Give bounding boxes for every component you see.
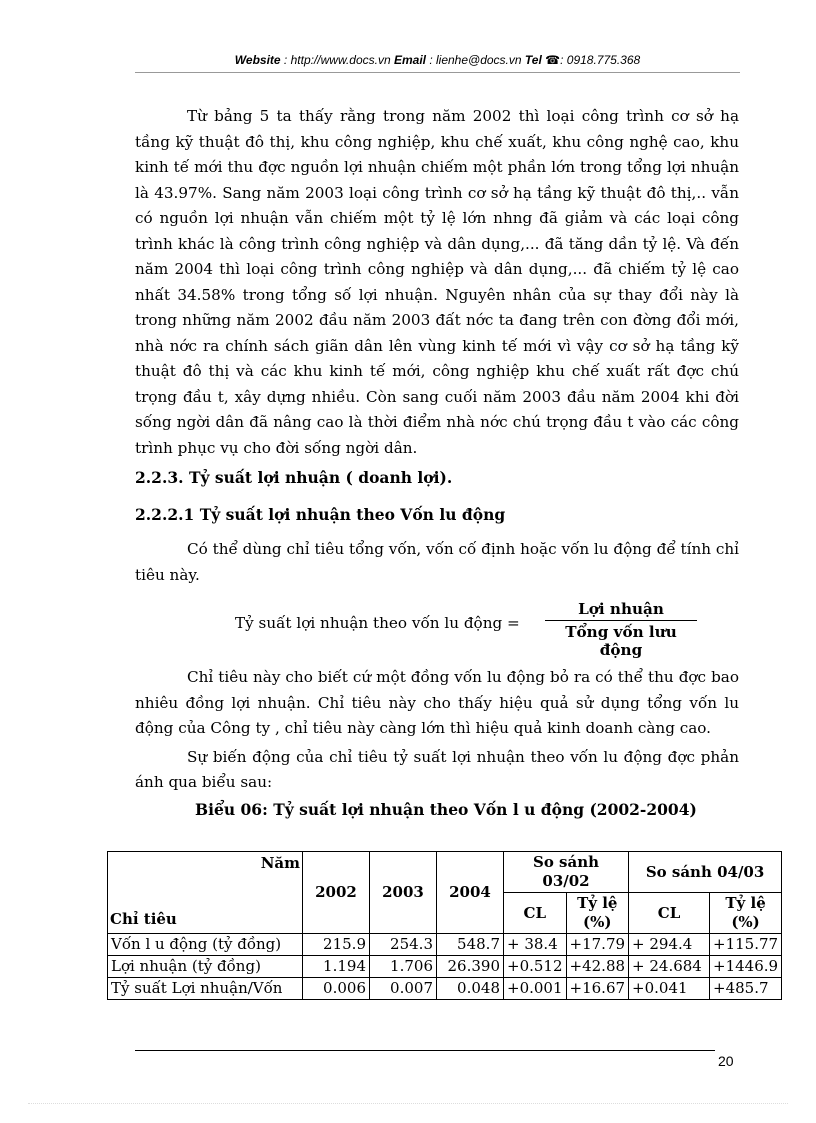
phone-icon: ☎: [545, 53, 561, 67]
profit-ratio-table: [107, 851, 782, 1000]
tel-label: Tel: [524, 53, 542, 67]
paragraph-2: Có thể dùng chỉ tiêu tổng vốn, vốn cố định hoặc vốn lu động để tính chỉ tiêu này.: [135, 540, 739, 584]
paragraph-4: Sự biến động của chỉ tiêu tỷ suất lợi nhuận theo vốn lu động đợc phản ánh qua biểu sau:: [135, 747, 739, 791]
paragraph-1: Từ bảng 5 ta thấy rằng trong năm 2002 thì loại công trình cơ sở hạ tầng kỹ thuật đô thị, khu công nghiệp, khu chế xuất, khu công nghệ cao, khu kinh tế mới thu đợc nguồn lợi nhuận chiếm một phần lớn trong tổng lợi nhuận là 43.97%. Sang năm 2003 loại công trình cơ sở hạ tầng kỹ thuật đô thị,.. vẫn có nguồn lợi nhuận vẫn chiếm một tỷ lệ lớn nhng đã giảm và các loại công trình khác là công trình công nghiệp và dân dụng,... đã tăng dần tỷ lệ. Và đến năm 2004 thì loại công trình công nghiệp và dân dụng,... đã chiếm tỷ lệ cao nhất 34.58% trong tổng số lợi nhuận. Nguyên nhân của sự thay đổi này là trong những năm 2002 đầu năm 2003 đất nớc ta đang trên con đờng đổi mới, nhà nớc ra chính sách giãn dân lên vùng kinh tế mới vì vậy cơ sở hạ tầng kỹ thuật đô thị và các khu kinh tế mới, công nghiệp khu chế xuất rất đợc chú trọng đầu t, xây dựng nhiều. Còn sang cuối năm 2003 đầu năm 2004 khi đời sống ngời dân đã nâng cao là thời điểm nhà nớc chú trọng đầu t vào các công trình phục vụ cho đời sống ngời dân.: [135, 107, 739, 457]
formula: [235, 600, 705, 659]
cell-tyle-0302: +42.88: [566, 956, 629, 978]
year-header: 2003: [370, 852, 437, 934]
page-header: [135, 52, 740, 73]
row-label: Vốn l u động (tỷ đồng): [108, 934, 303, 956]
cell-tyle-0403: +485.7: [710, 978, 782, 1000]
cell-cl-0403: + 294.4: [629, 934, 710, 956]
table-caption: Biểu 06: Tỷ suất lợi nhuận theo Vốn l u động (2002-2004): [195, 800, 697, 819]
cell-cl-0403: +0.041: [629, 978, 710, 1000]
formula-denominator: Tổng vốn lưu động: [565, 623, 677, 659]
website-value: : http://www.docs.vn: [280, 53, 394, 67]
cell-tyle-0302: +16.67: [566, 978, 629, 1000]
cell-cl-0403: + 24.684: [629, 956, 710, 978]
table-row: [108, 934, 782, 956]
row-label: Tỷ suất Lợi nhuận/Vốn: [108, 978, 303, 1000]
table-row: [108, 978, 782, 1000]
footer-rule: [135, 1050, 715, 1051]
year-header: 2004: [437, 852, 504, 934]
corner-cell: [108, 852, 303, 934]
cell-tyle-0403: +115.77: [710, 934, 782, 956]
cell-cl-0302: + 38.4: [504, 934, 567, 956]
heading-2-2-3: 2.2.3. Tỷ suất lợi nhuận ( doanh lợi).: [135, 468, 453, 487]
row-label: Lợi nhuận (tỷ đồng): [108, 956, 303, 978]
table-row: [108, 956, 782, 978]
website-label: Website: [234, 53, 281, 67]
paragraph-3: Chỉ tiêu này cho biết cứ một đồng vốn lu động bỏ ra có thể thu đợc bao nhiêu đồng lợi nhuận. Chỉ tiêu này cho thấy hiệu quả sử dụng tổng vốn lu động của Công ty , chỉ tiêu này càng lớn thì hiệu quả kinh doanh càng cao.: [135, 668, 739, 737]
tyle-header: Tỷ lệ (%): [566, 893, 629, 934]
tyle-header: Tỷ lệ (%): [710, 893, 782, 934]
intro-text-block: [135, 537, 739, 588]
cl-header: CL: [504, 893, 567, 934]
formula-fraction: [545, 600, 697, 659]
year-header: 2002: [303, 852, 370, 934]
compare-0403-header: So sánh 04/03: [629, 852, 782, 893]
cell-cl-0302: +0.001: [504, 978, 567, 1000]
cell-tyle-0302: +17.79: [566, 934, 629, 956]
email-value: : lienhe@docs.vn: [426, 53, 525, 67]
cell-2002: 0.006: [303, 978, 370, 1000]
cell-tyle-0403: +1446.9: [710, 956, 782, 978]
compare-0302-header: So sánh 03/02: [504, 852, 629, 893]
formula-numerator: Lợi nhuận: [578, 600, 664, 618]
table-header-row: [108, 852, 782, 893]
explanation-text-block: [135, 665, 739, 796]
cl-header: CL: [629, 893, 710, 934]
corner-top-label: Năm: [260, 854, 300, 872]
page-number: 20: [718, 1053, 734, 1069]
formula-lhs: Tỷ suất lợi nhuận theo vốn lu động =: [235, 614, 520, 632]
cell-2002: 1.194: [303, 956, 370, 978]
bottom-divider: [28, 1103, 788, 1104]
tel-value: : 0918.775.368: [560, 53, 641, 67]
fraction-bar: [545, 620, 697, 621]
cell-2003: 1.706: [370, 956, 437, 978]
main-text-block: [135, 104, 739, 461]
email-label: Email: [393, 53, 426, 67]
cell-2004: 548.7: [437, 934, 504, 956]
heading-2-2-2-1: 2.2.2.1 Tỷ suất lợi nhuận theo Vốn lu động: [135, 505, 506, 524]
cell-2004: 0.048: [437, 978, 504, 1000]
cell-2003: 0.007: [370, 978, 437, 1000]
corner-bottom-label: Chỉ tiêu: [110, 910, 177, 928]
cell-2002: 215.9: [303, 934, 370, 956]
cell-2003: 254.3: [370, 934, 437, 956]
cell-cl-0302: +0.512: [504, 956, 567, 978]
cell-2004: 26.390: [437, 956, 504, 978]
